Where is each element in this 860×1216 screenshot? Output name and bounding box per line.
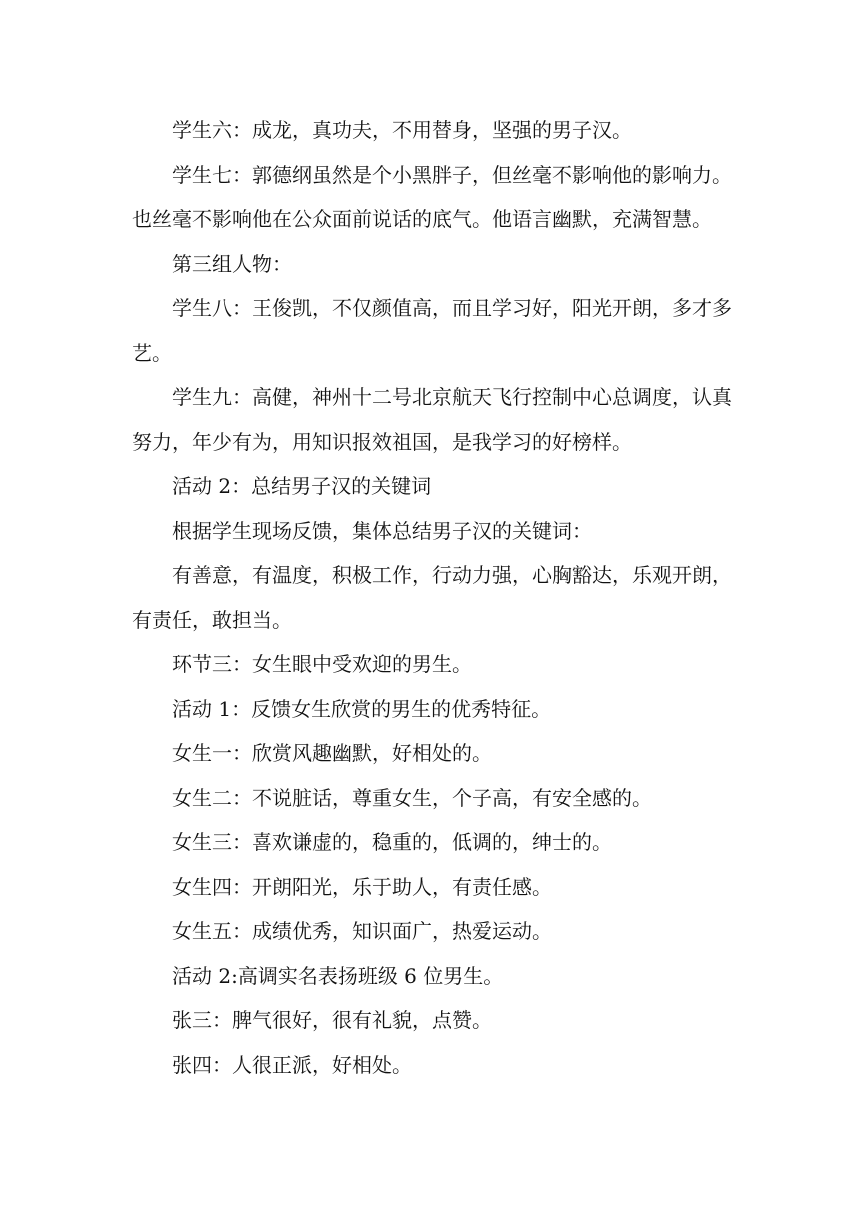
paragraph-girl-one: 女生一：欣赏风趣幽默，好相处的。	[172, 741, 492, 765]
paragraph-student-nine: 学生九：高健，神州十二号北京航天飞行控制中心总调度，认真努力，年少有为，用知识报效祖国，是我学习的好榜样。	[132, 385, 732, 454]
paragraph-student-seven: 学生七：郭德纲虽然是个小黑胖子，但丝毫不影响他的影响力。也丝毫不影响他在公众面前说话的底气。他语言幽默，充满智慧。	[132, 162, 732, 231]
paragraph-girl-five: 女生五：成绩优秀，知识面广，热爱运动。	[172, 919, 552, 943]
paragraph-section-three-heading: 环节三：女生眼中受欢迎的男生。	[172, 652, 472, 676]
paragraph-activity-two-heading: 活动 2：总结男子汉的关键词	[172, 474, 432, 498]
paragraph-activity-two-praise: 活动 2:高调实名表扬班级 6 位男生。	[172, 963, 504, 988]
paragraph-zhang-san: 张三：脾气很好，很有礼貌，点赞。	[172, 1008, 492, 1032]
paragraph-group-three-heading: 第三组人物：	[172, 251, 292, 276]
paragraph-activity-one-heading: 活动 1：反馈女生欣赏的男生的优秀特征。	[172, 696, 552, 721]
document-body	[132, 108, 732, 1087]
paragraph-zhang-si: 张四：人很正派，好相处。	[172, 1052, 412, 1077]
paragraph-girl-four: 女生四：开朗阳光，乐于助人，有责任感。	[172, 874, 552, 899]
paragraph-girl-two: 女生二：不说脏话，尊重女生，个子高，有安全感的。	[172, 785, 652, 810]
paragraph-girl-three: 女生三：喜欢谦虚的，稳重的，低调的，绅士的。	[172, 830, 612, 854]
paragraph-keywords: 有善意，有温度，积极工作，行动力强，心胸豁达，乐观开朗，有责任，敢担当。	[132, 563, 732, 632]
paragraph-summary-intro: 根据学生现场反馈，集体总结男子汉的关键词：	[172, 518, 592, 543]
paragraph-student-six: 学生六：成龙，真功夫，不用替身，坚强的男子汉。	[172, 118, 632, 142]
paragraph-student-eight: 学生八：王俊凯，不仅颜值高，而且学习好，阳光开朗，多才多艺。	[132, 296, 732, 365]
